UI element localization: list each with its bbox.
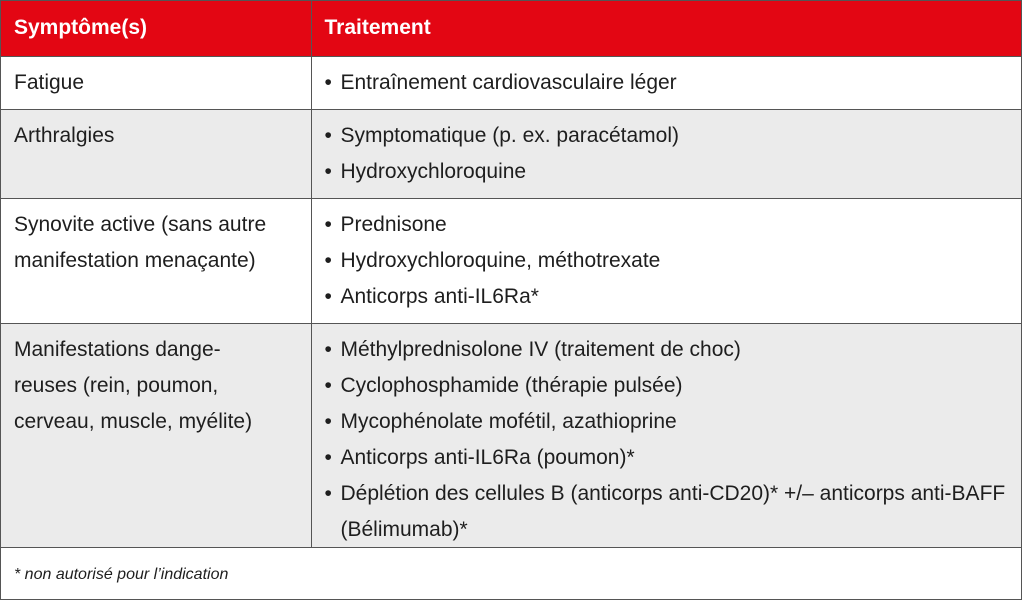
treatment-list: [325, 118, 1009, 190]
treatment-text: Mycophénolate mofétil, azathioprine: [340, 409, 677, 433]
symptom-cell: [1, 56, 311, 109]
symptom-line: Arthralgies: [14, 123, 115, 147]
treatment-cell: [311, 56, 1021, 109]
table-row: [1, 109, 1021, 198]
bullet-icon: •: [324, 248, 332, 272]
list-item: [325, 243, 1009, 279]
list-item: [325, 476, 1009, 548]
bullet-icon: •: [324, 373, 332, 397]
symptom-line: Fatigue: [14, 70, 85, 94]
bullet-icon: •: [324, 70, 332, 94]
header-treatment: Traitement: [311, 1, 1021, 56]
symptom-line: cerveau, muscle, myélite): [14, 409, 253, 433]
table-row: [1, 56, 1021, 109]
bullet-icon: •: [324, 123, 332, 147]
symptom-line: Synovite active (sans autre: [14, 212, 267, 236]
list-item: [325, 279, 1009, 315]
list-item: [325, 404, 1009, 440]
bullet-icon: •: [324, 481, 332, 505]
treatment-text: Hydroxychloroquine, méthotrexate: [340, 248, 661, 272]
table-header-row: [1, 1, 1021, 56]
treatment-text: Entraînement cardiovasculaire léger: [340, 70, 677, 94]
symptom-line: reuses (rein, poumon,: [14, 373, 219, 397]
treatment-text: Cyclophosphamide (thérapie pulsée): [340, 373, 683, 397]
list-item: [325, 207, 1009, 243]
treatment-table: [1, 1, 1021, 556]
symptom-line: Manifestations dange-: [14, 337, 221, 361]
treatment-cell: [311, 198, 1021, 323]
bullet-icon: •: [324, 284, 332, 308]
list-item: [325, 118, 1009, 154]
list-item: [325, 154, 1009, 190]
table-row: [1, 323, 1021, 556]
treatment-text: Anticorps anti-IL6Ra (poumon)*: [340, 445, 635, 469]
list-item: [325, 65, 1009, 101]
footnote: * non autorisé pour l’indication: [1, 547, 1022, 600]
treatment-text: Déplétion des cellules B (anticorps anti-CD20)* +/– anticorps anti-BAFF (Bélimumab)*: [340, 481, 1006, 541]
treatment-text: Hydroxychloroquine: [340, 159, 527, 183]
symptom-cell: [1, 198, 311, 323]
header-symptoms: Symptôme(s): [1, 1, 311, 56]
list-item: [325, 440, 1009, 476]
treatment-cell: [311, 109, 1021, 198]
table-row: [1, 198, 1021, 323]
symptom-cell: [1, 109, 311, 198]
treatment-text: Méthylprednisolone IV (traitement de choc): [340, 337, 741, 361]
list-item: [325, 368, 1009, 404]
treatment-text: Symptomatique (p. ex. paracétamol): [340, 123, 679, 147]
symptom-cell: [1, 323, 311, 556]
treatment-text: Anticorps anti-IL6Ra*: [340, 284, 539, 308]
bullet-icon: •: [324, 337, 332, 361]
treatment-list: [325, 207, 1009, 315]
treatment-text: Prednisone: [340, 212, 447, 236]
treatment-list: [325, 65, 1009, 101]
bullet-icon: •: [324, 445, 332, 469]
bullet-icon: •: [324, 409, 332, 433]
treatment-list: [325, 332, 1009, 548]
symptom-line: manifestation menaçante): [14, 248, 256, 272]
bullet-icon: •: [324, 159, 332, 183]
bullet-icon: •: [324, 212, 332, 236]
treatment-cell: [311, 323, 1021, 556]
list-item: [325, 332, 1009, 368]
